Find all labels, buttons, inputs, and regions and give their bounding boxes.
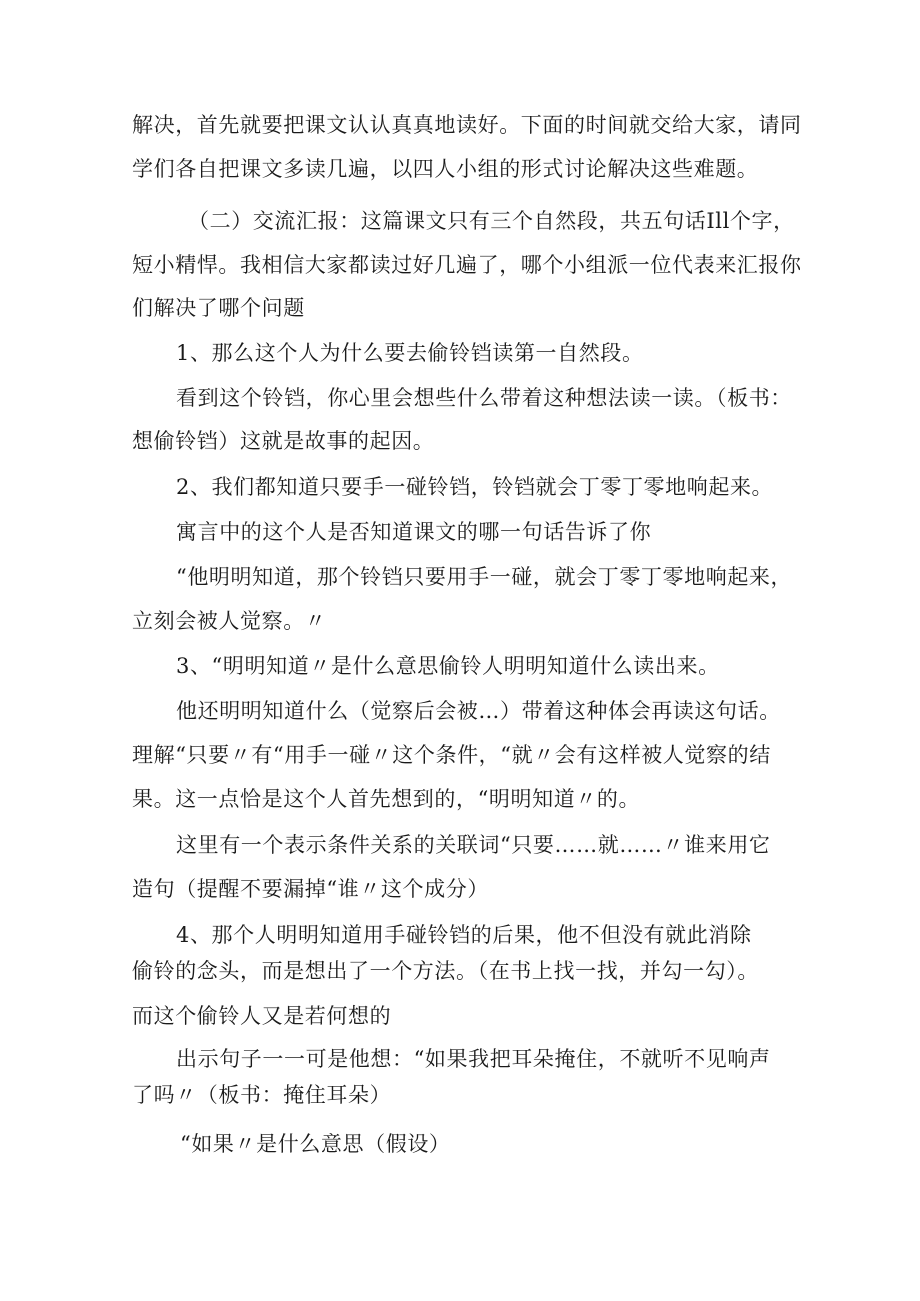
paragraph-line: 他还明明知道什么（觉察后会被…）带着这种体会再读这句话。 <box>176 699 781 723</box>
paragraph-line: 而这个偷铃人又是若何想的 <box>132 1004 392 1028</box>
paragraph-line: “他明明知道，那个铃铛只要用手一碰，就会丁零丁零地响起来， <box>176 565 793 589</box>
paragraph-line: 短小精悍。我相信大家都读过好几遍了，哪个小组派一位代表来汇报你 <box>132 253 802 277</box>
paragraph-line: “如果〃是什么意思（假设） <box>180 1132 451 1156</box>
paragraph-line: 理解“只要〃有“用手一碰〃这个条件，“就〃会有这样被人觉察的结 <box>132 743 771 767</box>
paragraph-line: 偷铃的念头，而是想出了一个方法。（在书上找一找，并勾一勾）。 <box>132 959 759 983</box>
paragraph-line: 解决，首先就要把课文认认真真地读好。下面的时间就交给大家，请同 <box>132 113 802 137</box>
paragraph-line: 学们各自把课文多读几遍，以四人小组的形式讨论解决这些难题。 <box>132 157 759 181</box>
paragraph-line: 2、我们都知道只要手一碰铃铛，铃铛就会丁零丁零地响起来。 <box>176 475 774 499</box>
paragraph-line: 1、那么这个人为什么要去偷铃铛读第一自然段。 <box>176 341 644 365</box>
paragraph-line: 这里有一个表示条件关系的关联词“只要……就……〃谁来用它 <box>176 833 771 857</box>
paragraph-line: 看到这个铃铛，你心里会想些什么带着这种想法读一读。（板书： <box>176 386 792 410</box>
paragraph-line: 寓言中的这个人是否知道课文的哪一句话告诉了你 <box>176 520 652 544</box>
paragraph-line: 4、那个人明明知道用手碰铃铛的后果，他不但没有就此消除 <box>176 923 752 947</box>
paragraph-line: 出示句子一一可是他想：“如果我把耳朵掩住，不就听不见响声 <box>176 1047 771 1071</box>
paragraph-line: 了吗〃（板书：掩住耳朵） <box>132 1083 392 1107</box>
paragraph-line: 3、“明明知道〃是什么意思偷铃人明明知道什么读出来。 <box>176 654 720 678</box>
paragraph-line: 们解决了哪个问题 <box>132 296 305 320</box>
paragraph-line: 立刻会被人觉察。〃 <box>132 609 327 633</box>
paragraph-line: （二）交流汇报：这篇课文只有三个自然段，共五句话Ill个字， <box>188 209 795 233</box>
paragraph-line: 果。这一点恰是这个人首先想到的，“明明知道〃的。 <box>132 787 641 811</box>
paragraph-line: 造句（提醒不要漏掉“谁〃这个成分） <box>132 877 489 901</box>
paragraph-line: 想偷铃铛）这就是故事的起因。 <box>132 429 435 453</box>
